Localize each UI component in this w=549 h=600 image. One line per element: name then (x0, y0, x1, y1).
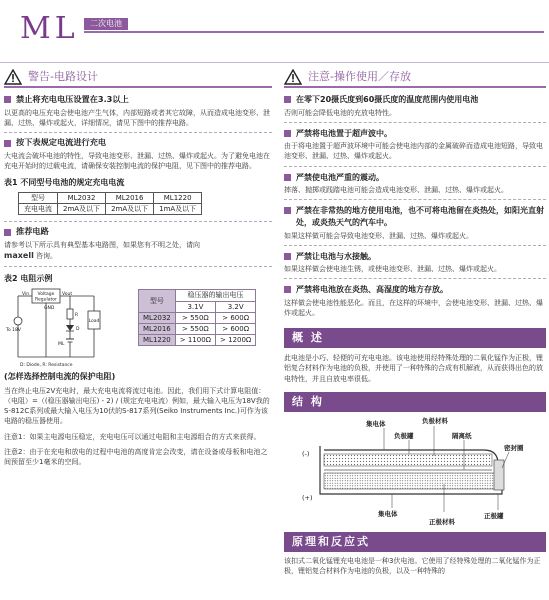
section-heading (4, 137, 272, 149)
caution-item-body: 由于将电池置于超声波环境中可能会使电池内部的金属破碎而造成电池短路，导致电池变形、泄漏、过热、爆炸或起火。 (284, 142, 543, 161)
brand-logo: ML (20, 11, 79, 46)
vin-label: Vin (22, 292, 30, 298)
table-cell: > 1100Ω (175, 335, 215, 346)
collector-bot-label: 集电体 (378, 509, 398, 518)
section-title: 按下表规定电流进行充电 (16, 137, 107, 148)
table-row (139, 290, 256, 301)
body-text: 咨询。 (36, 252, 58, 261)
caution-heading (284, 68, 546, 88)
table2-label: 表2 电阻示例 (4, 273, 53, 283)
section-title: (怎样选择控制电流的保护电阻) (4, 372, 116, 382)
item-title: 严禁将电池放在炎热、高湿度的地方存放。 (296, 285, 448, 295)
section-body: 以更高的电压充电会使电池产生气体，内部短路或者其它故障，从而造成电池变形、泄漏、过热、爆炸或起火，详细情况，请见下图中的推荐电路。 (4, 108, 270, 128)
section-heading (4, 94, 272, 106)
overview-header: 概 述 (284, 328, 546, 348)
divider (4, 132, 272, 133)
table-cell: 2mA及以下 (58, 204, 106, 215)
resistor-label: R (75, 313, 79, 319)
item-title: 严禁使电池严重的震动。 (296, 172, 384, 182)
caution-item-title (284, 251, 546, 263)
table-row (139, 312, 256, 323)
bullet-square-icon (4, 140, 11, 147)
circuit-area (4, 287, 272, 369)
bullet-square-icon (284, 253, 291, 260)
table-cell: ML2016 (106, 192, 154, 203)
right-column (284, 68, 546, 579)
left-column (4, 68, 272, 470)
body-text: 请参考以下所示具有典型基本电路图，如果您有不明之处，请向 (4, 241, 200, 250)
bullet-square-icon (284, 174, 291, 181)
caution-item-title (284, 172, 546, 184)
pos-can-label: 正极罐 (484, 511, 504, 520)
table-cell: ML1220 (154, 192, 202, 203)
table-cell: 型号 (139, 290, 176, 312)
header-divider (0, 62, 549, 63)
warning-heading (4, 68, 272, 88)
section-body (4, 240, 272, 262)
principle-body: 该扣式二氧化锰锂充电电池是一种3伏电池。它使用了经特殊处理的二氧化锰作为正极，锂铝复合材料作为电池的负极，以及一种特殊的 (284, 556, 541, 575)
table-cell: > 550Ω (175, 323, 215, 334)
table1-label: 表1 不同型号电池的规定充电电流 (4, 178, 125, 188)
bullet-square-icon (284, 286, 291, 293)
diode-label: D (76, 327, 80, 333)
regulator-label-2: Regulator (35, 297, 57, 303)
table-cell: ML2016 (139, 323, 176, 334)
section-body: 大电流会破坏电池的特性，导致电池变形、泄漏、过热、爆炸或起火。为了避免电池在充电开始时的过载电流，请确保安装控制电流的保护电阻，见下图中的推荐电路。 (4, 152, 270, 171)
caution-item-title (284, 94, 546, 106)
table-cell: 充电电流 (19, 204, 58, 215)
neg-material-label: 负极材料 (422, 416, 448, 425)
section-body: 当在终止电压2V充电时，最大充电电流将流过电池。因此，我们用下式计算电阻值：（电阻）=（(稳压器输出电压) - 2) / (规定充电电流）例如，最大输入电压为18V我的S-812C系列或最大输入电压为10伏的S-817系列(Seiko Instruments Inc.)可作为该电路的稳压器使用。 (4, 387, 270, 426)
divider (284, 278, 546, 279)
table-row (19, 204, 202, 215)
structure-area (284, 412, 546, 530)
item-title: 严禁让电池与水接触。 (296, 251, 376, 261)
principle-header: 原理和反应式 (284, 532, 546, 552)
warning-icon (284, 69, 302, 85)
note-1: 注意1：如果主电源电压稳定，充电电压可以通过电阻和主电源组合的方式来获得。 (4, 432, 261, 441)
neg-can-label: 负极罐 (394, 431, 414, 440)
ml-label: ML (58, 342, 65, 348)
warning-icon (4, 69, 22, 85)
section-title: 推荐电路 (16, 226, 49, 237)
circuit-diagram (4, 287, 132, 369)
circuit-legend: D: Diode, R: Resistance (20, 363, 73, 369)
table-cell: 3.1V (175, 301, 215, 312)
divider (4, 266, 272, 267)
vout-label: Vout (62, 292, 73, 298)
resistor-table (138, 289, 256, 346)
table-cell: 3.2V (216, 301, 256, 312)
table-cell: ML2032 (139, 312, 176, 323)
table-cell: > 600Ω (216, 323, 256, 334)
separator-label: 隔离纸 (452, 431, 472, 440)
plus-label: (+) (302, 493, 313, 502)
bullet-square-icon (284, 96, 291, 103)
regulator-label-1: Voltage (37, 292, 55, 298)
caution-item-title (284, 284, 546, 296)
table-cell: 2mA及以下 (106, 204, 154, 215)
divider (284, 245, 546, 246)
gnd-label: GND (44, 306, 55, 312)
item-title: 严禁将电池置于超声波中。 (296, 128, 392, 138)
caution-item-body: 否则可能会降低电池的充放电特性。 (284, 108, 396, 117)
caution-item-body: 如果这样做可能会导致电池变形、泄漏、过热、爆炸或起火。 (284, 231, 473, 240)
caution-title: 注意-操作使用／存放 (308, 70, 411, 84)
table-row (19, 192, 202, 203)
category-label: 二次电池 (84, 18, 128, 30)
to-18v-label: To 18V (6, 328, 21, 334)
table-cell: 1mA及以下 (154, 204, 202, 215)
load-label: Load (88, 319, 100, 325)
minus-label: (-) (302, 449, 310, 458)
caution-item-body: 这样做会使电池性能恶化。而且，在这样的环境中，会使电池变形、泄漏、过热、爆炸或起火。 (284, 299, 543, 318)
item-title: 在零下20摄氏度到60摄氏度的温度范围内使用电池 (296, 95, 479, 104)
pos-material-label: 正极材料 (429, 517, 455, 526)
collector-top-label: 集电体 (366, 419, 386, 428)
bullet-square-icon (284, 130, 291, 137)
table-row (139, 335, 256, 346)
warning-title: 警告-电路设计 (28, 70, 98, 84)
table-cell: > 550Ω (175, 312, 215, 323)
caution-item-title (284, 128, 546, 140)
table-cell: ML2032 (58, 192, 106, 203)
item-title: 严禁在非常热的地方使用电池，也不可将电池留在炎热处，如阳光直射处，或炎热天气的汽车中。 (296, 206, 544, 227)
battery-cross-section-diagram (284, 412, 546, 530)
divider (284, 199, 546, 200)
divider (4, 221, 272, 222)
caution-item-title (284, 205, 546, 228)
divider (284, 122, 546, 123)
page-header (0, 0, 549, 62)
bullet-square-icon (284, 207, 291, 214)
table-cell: 稳压器的输出电压 (175, 290, 256, 301)
section-heading (4, 226, 272, 238)
caution-item-body: 摔落、抛掷或践踏电池可能会造成电池变形、泄漏、过热、爆炸或起火。 (284, 186, 508, 195)
header-rule (84, 31, 544, 33)
maxell-logo: maxell (4, 251, 34, 261)
table-cell: 型号 (19, 192, 58, 203)
caution-item-body: 如果这样做会使电池生锈，或使电池变形、泄漏、过热、爆炸或起火。 (284, 265, 501, 274)
section-title: 禁止将充电电压设置在3.3以上 (16, 94, 129, 104)
divider (284, 166, 546, 167)
overview-body: 此电池是小巧、轻便的可充电电池。该电池使用经特殊处理的二氧化锰作为正极，锂铝复合材料作为电池的负极，并使用了一种特殊的合成有机解液，从而获得出色的放电特性，并且自放电率很低。 (284, 354, 543, 383)
table-cell: > 1200Ω (216, 335, 256, 346)
table-cell: ML1220 (139, 335, 176, 346)
table-row (139, 323, 256, 334)
bullet-square-icon (4, 229, 11, 236)
charge-current-table (18, 192, 202, 215)
table-cell: > 600Ω (216, 312, 256, 323)
note-2: 注意2：由于在充电和放电的过程中电池的高度肯定会改变，请在设备或母板和电池之间预留至少1毫米的空间。 (4, 447, 268, 466)
structure-header: 结 构 (284, 392, 546, 412)
bullet-square-icon (4, 96, 11, 103)
sealing-label: 密封圈 (504, 443, 524, 452)
